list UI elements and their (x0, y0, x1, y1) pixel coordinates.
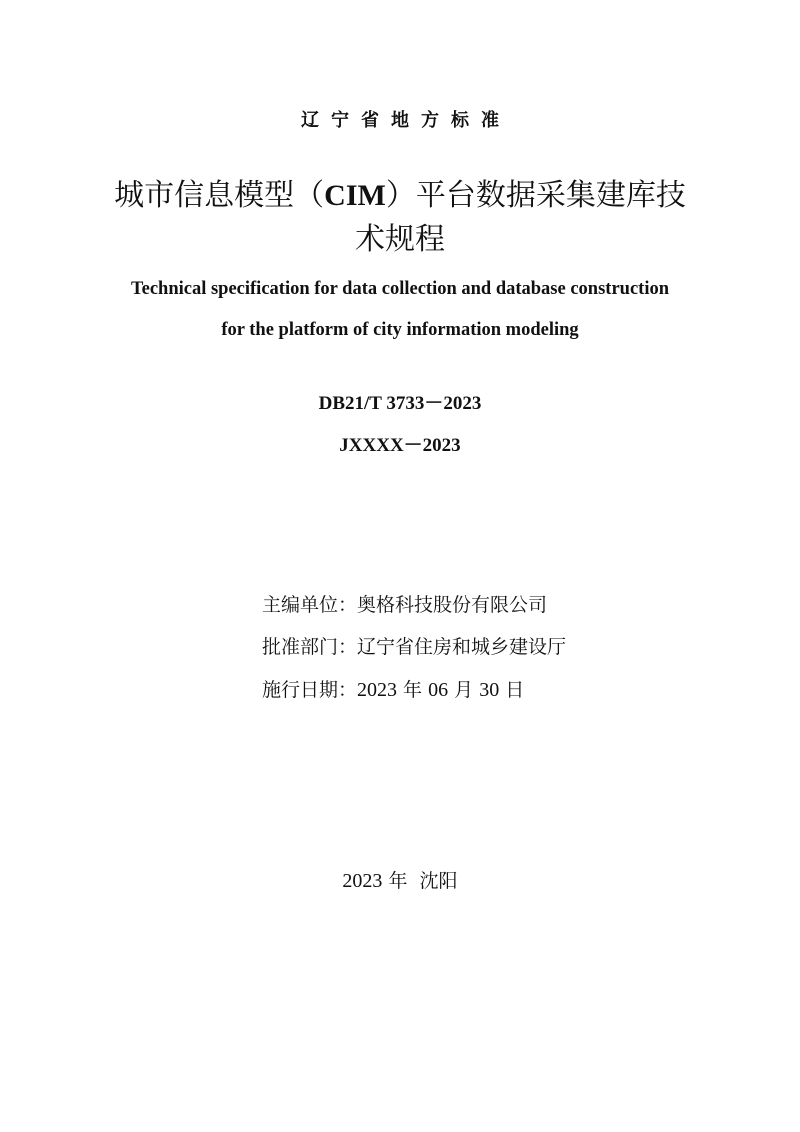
footer-year-unit: 年 (382, 870, 420, 892)
document-title-en-line2: for the platform of city information modeling (221, 320, 579, 340)
date-day: 30 (479, 679, 500, 701)
title-zh-part: ）平台数据采集建库技 (385, 178, 686, 213)
effective-date (262, 675, 524, 702)
filing-number: JXXXX－2023 (339, 435, 461, 456)
title-zh-part: 城市信息模型（ (114, 178, 325, 213)
approving-department (262, 632, 566, 659)
title-zh-line1 (0, 174, 800, 218)
date-month-unit: 月 (448, 679, 480, 701)
date-year-unit: 年 (397, 679, 429, 701)
date-year: 2023 (357, 679, 398, 701)
approver-value: 辽宁省住房和城乡建设厅 (357, 636, 567, 658)
editor-value: 奥格科技股份有限公司 (357, 594, 548, 616)
document-title-en-line1: Technical specification for data collection and database construction (130, 279, 670, 299)
title-zh-line2: 术规程 (355, 222, 445, 257)
approver-label: 批准部门： (262, 636, 358, 658)
editor-label: 主编单位： (262, 594, 358, 616)
standard-number: DB21/T 3733－2023 (318, 393, 482, 414)
title-zh-abbr: CIM (324, 179, 386, 212)
footer-year: 2023 (342, 870, 383, 892)
date-month: 06 (428, 679, 449, 701)
document-title-zh (0, 174, 800, 262)
footer-city: 沈阳 (419, 870, 458, 892)
issuer-heading: 辽宁省地方标准 (301, 110, 511, 131)
date-label: 施行日期： (262, 679, 358, 701)
publication-footer (0, 866, 800, 893)
date-day-unit: 日 (499, 679, 525, 701)
editor-unit (262, 590, 547, 617)
